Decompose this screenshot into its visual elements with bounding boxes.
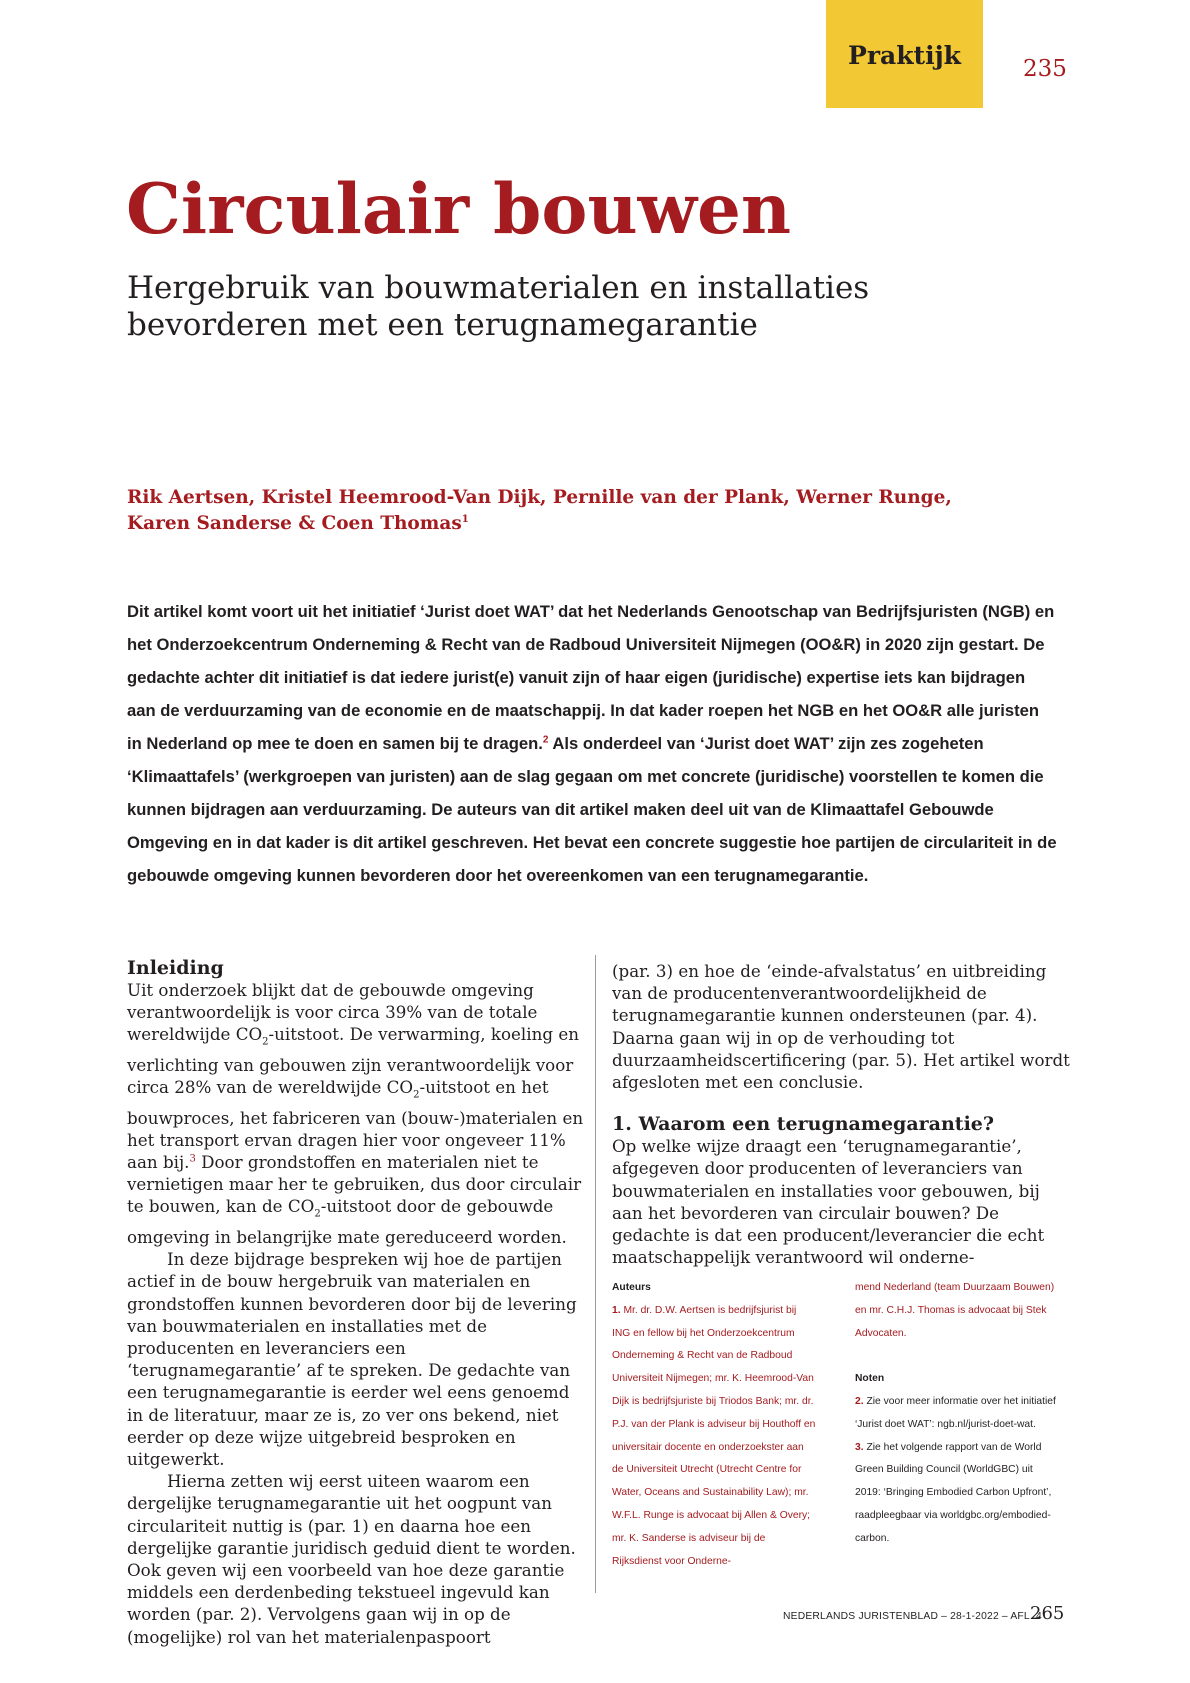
body-text: Uit onderzoek blijkt dat de gebouwde omgeving verantwoordelijk is voor circa 39% van de totale wereldwijde CO <box>127 980 538 1045</box>
column-divider <box>595 955 596 1593</box>
body-paragraph: (par. 3) en hoe de ‘einde-afvalstatus’ en uitbreiding van de producentenverantwoordelijkheid de terugnamegarantie kunnen ondersteunen (par. 4). Daarna gaan wij in op de verhouding tot duurzaamheidscertificering (par. 5). Het artikel wordt afgesloten met een conclusie. <box>612 961 1070 1093</box>
body-text: -uitstoot. De verwarming, koeling en verlichting van gebouwen zijn verantwoordelijk voor circa 28% van de wereldwijde CO <box>127 1024 579 1098</box>
journal-footer: NEDERLANDS JURISTENBLAD – 28-1-2022 – AFL. 4 <box>783 1611 1042 1622</box>
footnote-ref-3[interactable]: 3 <box>189 1153 196 1165</box>
note-text: Zie voor meer informatie over het initiatief ‘Jurist doet WAT’: ngb.nl/jurist-doet-wat. <box>855 1395 1056 1430</box>
footnote-ref-2[interactable]: 2 <box>542 734 549 746</box>
article-title: Circulair bouwen <box>126 169 792 250</box>
authors-line-2: Karen Sanderse & Coen Thomas <box>127 513 462 534</box>
intro-text-1: Dit artikel komt voort uit het initiatief ‘Jurist doet WAT’ dat het Nederlands Genootschap van Bedrijfsjuristen (NGB) en het Onderzoekcentrum Onderneming & Recht van de Radboud Universiteit Nijmegen (OO&R) in 2020 zijn gestart. De gedachte achter dit initiatief is dat iedere jurist(e) vanuit zijn of haar eigen (juridische) expertise iets kan bijdragen aan de verduurzaming van de economie en de maatschappij. In dat kader roepen het NGB en het OO&R alle juristen in Nederland op mee te doen en samen bij te dragen. <box>127 602 1055 753</box>
page-number-bottom: 265 <box>1030 1603 1065 1624</box>
intro-text-2: Als onderdeel van ‘Jurist doet WAT’ zijn zes zogeheten ‘Klimaattafels’ (werkgroepen van juristen) aan de slag gegaan om met concrete (juridische) voorstellen te komen die kunnen bijdragen aan verduurzaming. De auteurs van dit artikel maken deel uit van de Klimaattafel Gebouwde Omgeving en in dat kader is dit artikel geschreven. Het bevat een concrete suggestie hoe partijen de circulariteit in de gebouwde omgeving kunnen bevorderen door het overeenkomen van een terugnamegarantie. <box>127 734 1057 885</box>
body-text: Door grondstoffen en materialen niet te vernietigen maar her te gebruiken, dus door circulair te bouwen, kan de CO <box>127 1152 582 1217</box>
footnote-ref-1[interactable]: 1 <box>461 513 469 525</box>
footnote-3 <box>855 1437 1060 1551</box>
note-number: 1. <box>612 1304 621 1316</box>
note-number: 3. <box>855 1441 864 1453</box>
body-paragraph: Op welke wijze draagt een ‘terugnamegarantie’, afgegeven door producenten of leveranciers van bouwmaterialen en installaties voor gebouwen, bij aan het bevorderen van circulair bouwen? De gedachte is dat een producent/leverancier die echt maatschappelijk verantwoord wil onderne- <box>612 1136 1045 1268</box>
article-subtitle <box>127 270 1027 344</box>
body-column-right <box>612 960 1070 1268</box>
section-tab-label: Praktijk <box>848 40 961 70</box>
page-number-top: 235 <box>1023 56 1067 82</box>
footnote-2 <box>855 1391 1060 1437</box>
section-heading-inleiding: Inleiding <box>127 957 224 979</box>
subtitle-line-1: Hergebruik van bouwmaterialen en installaties <box>127 270 870 306</box>
authors-line-1: Rik Aertsen, Kristel Heemrood-Van Dijk, Pernille van der Plank, Werner Runge, <box>127 487 952 508</box>
intro-paragraph <box>127 595 1057 892</box>
noten-heading: Noten <box>855 1373 885 1385</box>
subscript-2: 2 <box>413 1089 420 1101</box>
auteurs-heading: Auteurs <box>612 1282 651 1293</box>
body-paragraph: Hierna zetten wij eerst uiteen waarom een dergelijke terugnamegarantie uit het oogpunt van circulariteit nuttig is (par. 1) en daarna hoe een dergelijke garantie juridisch geduid dient te worden. Ook geven wij een voorbeeld van hoe deze garantie middels een derdenbeding tekstueel ingevuld kan worden (par. 2). Vervolgens gaan wij in op de (mogelijke) rol van het materialenpaspoort <box>127 1471 576 1647</box>
subtitle-line-2: bevorderen met een terugnamegarantie <box>127 307 758 343</box>
body-column-left <box>127 957 585 1648</box>
body-text: -uitstoot door de gebouwde omgeving in belangrijke mate gereduceerd worden. <box>127 1196 567 1248</box>
section-tab <box>826 0 983 108</box>
note-number: 2. <box>855 1395 864 1407</box>
note-text: Mr. dr. D.W. Aertsen is bedrijfsjurist bij ING en fellow bij het Onderzoekcentrum Onderneming & Recht van de Radboud Universiteit Nijmegen; mr. K. Heemrood-Van Dijk is bedrijfsjuriste bij Triodos Bank; mr. dr. P.J. van der Plank is adviseur bij Houthoff en universitair docente en onderzoekster aan de Universiteit Utrecht (Utrecht Centre for Water, Oceans and Sustainability Law); mr. W.F.L. Runge is advocaat bij Allen & Overy; mr. K. Sanderse is adviseur bij de Rijksdienst voor Onderne- <box>612 1304 816 1567</box>
body-paragraph <box>127 979 585 1248</box>
body-text: -uitstoot en het bouwproces, het fabriceren van (bouw-)materialen en het transport ervan dragen hier voor ongeveer 11% aan bij. <box>127 1077 584 1173</box>
footnotes <box>855 1277 1060 1551</box>
section-heading-1: 1. Waarom een terugnamegarantie? <box>612 1113 995 1136</box>
auteurs-note-continued: mend Nederland (team Duurzaam Bouwen) en mr. C.H.J. Thomas is advocaat bij Stek Advocaten. <box>855 1282 1055 1339</box>
subscript-2: 2 <box>262 1036 269 1048</box>
body-paragraph: In deze bijdrage bespreken wij hoe de partijen actief in de bouw hergebruik van materialen en grondstoffen kunnen bevorderen door bij de levering van bouwmaterialen en installaties met de producenten en leveranciers een ‘terugnamegarantie’ af te spreken. De gedachte van een terugnamegarantie is eerder wel eens genoemd in de literatuur, maar ze is, zo ver ons bekend, niet eerder op deze wijze uitgebreid besproken en uitgewerkt. <box>127 1249 577 1470</box>
subscript-2: 2 <box>314 1208 321 1220</box>
note-text: Zie het volgende rapport van de World Green Building Council (WorldGBC) uit 2019: ‘Bringing Embodied Carbon Upfront’, raadpleegbaar via worldgbc.org/embodied-carbon. <box>855 1441 1052 1544</box>
author-notes <box>612 1277 817 1573</box>
auteurs-note <box>612 1300 817 1574</box>
author-list <box>127 485 1027 537</box>
